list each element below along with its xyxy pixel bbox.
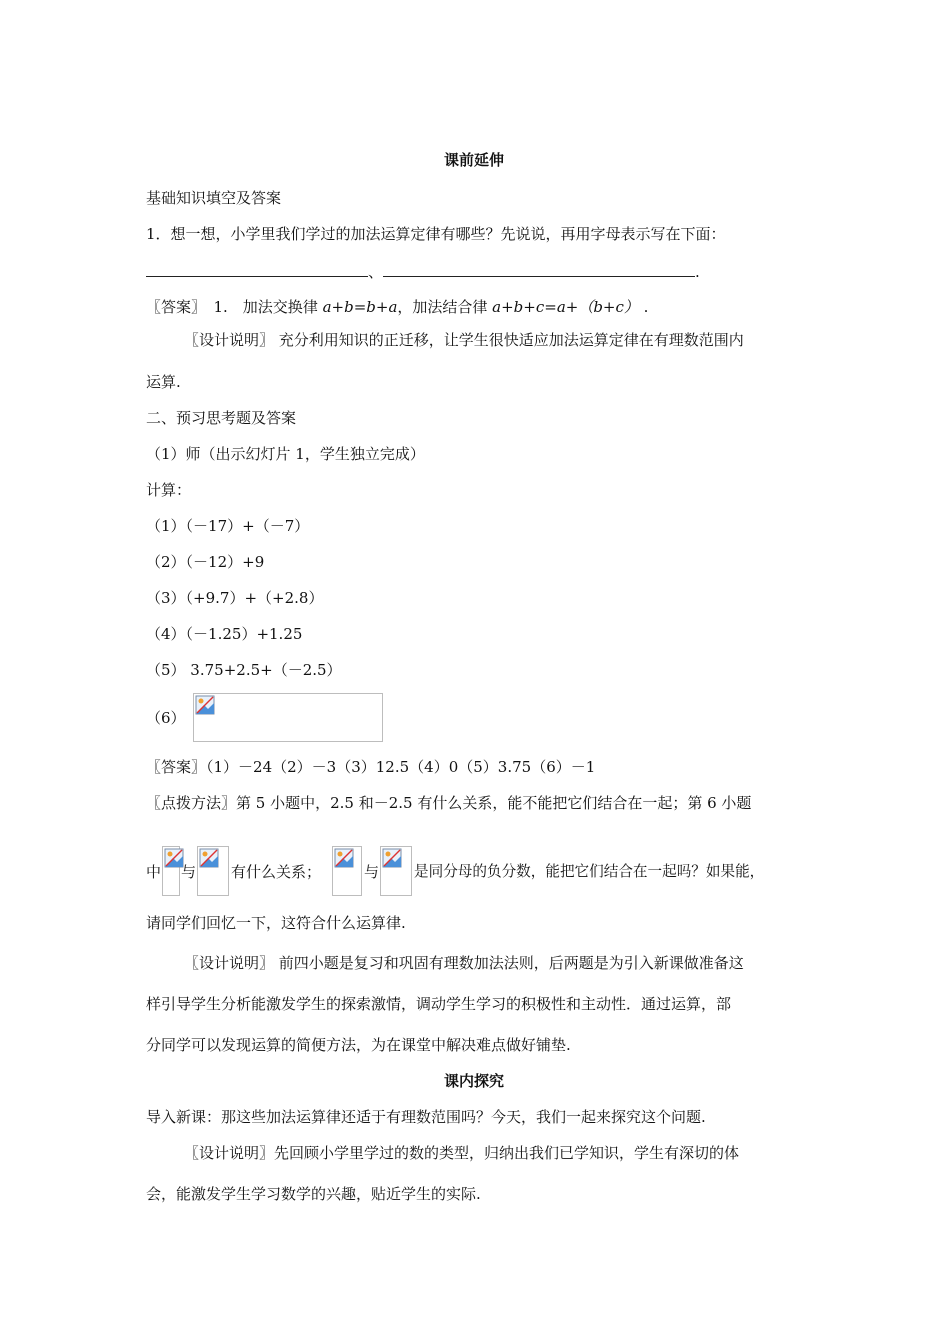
question-1-blanks xyxy=(146,262,700,282)
blank-separator: 、 xyxy=(368,263,384,281)
problem-3: （3）（+9.7）+（+2.8） xyxy=(146,589,324,607)
answer-1-prefix: 〖答案〗 1. 加法交换律 xyxy=(146,298,323,316)
fraction-image-2 xyxy=(197,846,229,896)
preview-heading: 二、预习思考题及答案 xyxy=(146,409,297,427)
tips-line-2-part-d: 与 xyxy=(364,863,380,881)
fraction-image-3 xyxy=(332,846,362,896)
teacher-note: （1）师（出示幻灯片 1，学生独立完成） xyxy=(146,445,425,463)
answer-1-end: . xyxy=(638,298,649,316)
design-note-1-line-2: 运算. xyxy=(146,373,181,391)
tips-line-3: 请同学们回忆一下，这符合什么运算律. xyxy=(146,914,406,932)
design-note-2-line-3: 分同学可以发现运算的简便方法，为在课堂中解决难点做好铺垫. xyxy=(146,1036,571,1054)
design-note-2-line-2: 样引导学生分析能激发学生的探索激情，调动学生学习的积极性和主动性．通过运算，部 xyxy=(146,995,732,1013)
tips-line-1: 〖点拨方法〗第 5 小题中，2.5 和－2.5 有什么关系，能不能把它们结合在一起；第 6 小题 xyxy=(146,794,752,812)
tips-line-2-part-e: 是同分母的负分数，能把它们结合在一起吗？如果能， xyxy=(414,863,765,880)
section-title-in-class: 课内探究 xyxy=(444,1072,505,1090)
broken-image-icon xyxy=(199,848,219,868)
problem-5: （5） 3.75+2.5+（－2.5） xyxy=(146,661,342,679)
problem-6-label: （6） xyxy=(146,709,186,727)
section-title-pre-class: 课前延伸 xyxy=(444,151,505,169)
answer-blank-1[interactable] xyxy=(146,262,368,277)
question-1: 1．想一想，小学里我们学过的加法运算定律有哪些？先说说，再用字母表示写在下面： xyxy=(146,225,726,243)
answer-blank-2[interactable] xyxy=(383,262,695,277)
design-note-3-line-2: 会，能激发学生学习数学的兴趣，贴近学生的实际. xyxy=(146,1185,481,1203)
problem-2: （2）（－12）+9 xyxy=(146,553,265,571)
associative-law-formula: a+b+c=a+（b+c） xyxy=(492,298,639,316)
answer-1-mid: ，加法结合律 xyxy=(397,298,493,316)
answer-1 xyxy=(146,297,648,317)
calc-label: 计算： xyxy=(146,481,192,499)
design-note-2-line-1: 〖设计说明〗 前四小题是复习和巩固有理数加法法则，后两题是为引入新课做准备这 xyxy=(184,954,744,972)
tips-line-2-part-b: 与 xyxy=(181,863,197,881)
fraction-image-4 xyxy=(380,846,412,896)
answer-2: 〖答案〗（1）－24（2）－3（3）12.5（4）0（5）3.75（6）－1 xyxy=(146,758,596,776)
design-note-1-line-1: 〖设计说明〗 充分利用知识的正迁移，让学生很快适应加法运算定律在有理数范围内 xyxy=(184,331,744,349)
fraction-image-1 xyxy=(162,846,180,896)
broken-image-icon xyxy=(382,848,402,868)
tips-line-2-part-a: 中 xyxy=(146,863,162,881)
blank-end: . xyxy=(695,263,700,281)
problem-1: （1）（－17）+（－7） xyxy=(146,517,310,535)
intro-new-lesson: 导入新课：那这些加法运算律还适于有理数范围吗？今天，我们一起来探究这个问题. xyxy=(146,1108,706,1126)
broken-image-icon xyxy=(334,848,354,868)
broken-image-icon xyxy=(195,695,215,715)
problem-6-image xyxy=(193,693,383,742)
tips-line-2-part-c: 有什么关系； xyxy=(231,863,322,881)
design-note-3-line-1: 〖设计说明〗先回顾小学里学过的数的类型，归纳出我们已学知识，学生有深切的体 xyxy=(184,1144,740,1162)
basic-knowledge-heading: 基础知识填空及答案 xyxy=(146,189,282,207)
commutative-law-formula: a+b=b+a xyxy=(322,298,398,316)
problem-4: （4）（－1.25）+1.25 xyxy=(146,625,303,643)
